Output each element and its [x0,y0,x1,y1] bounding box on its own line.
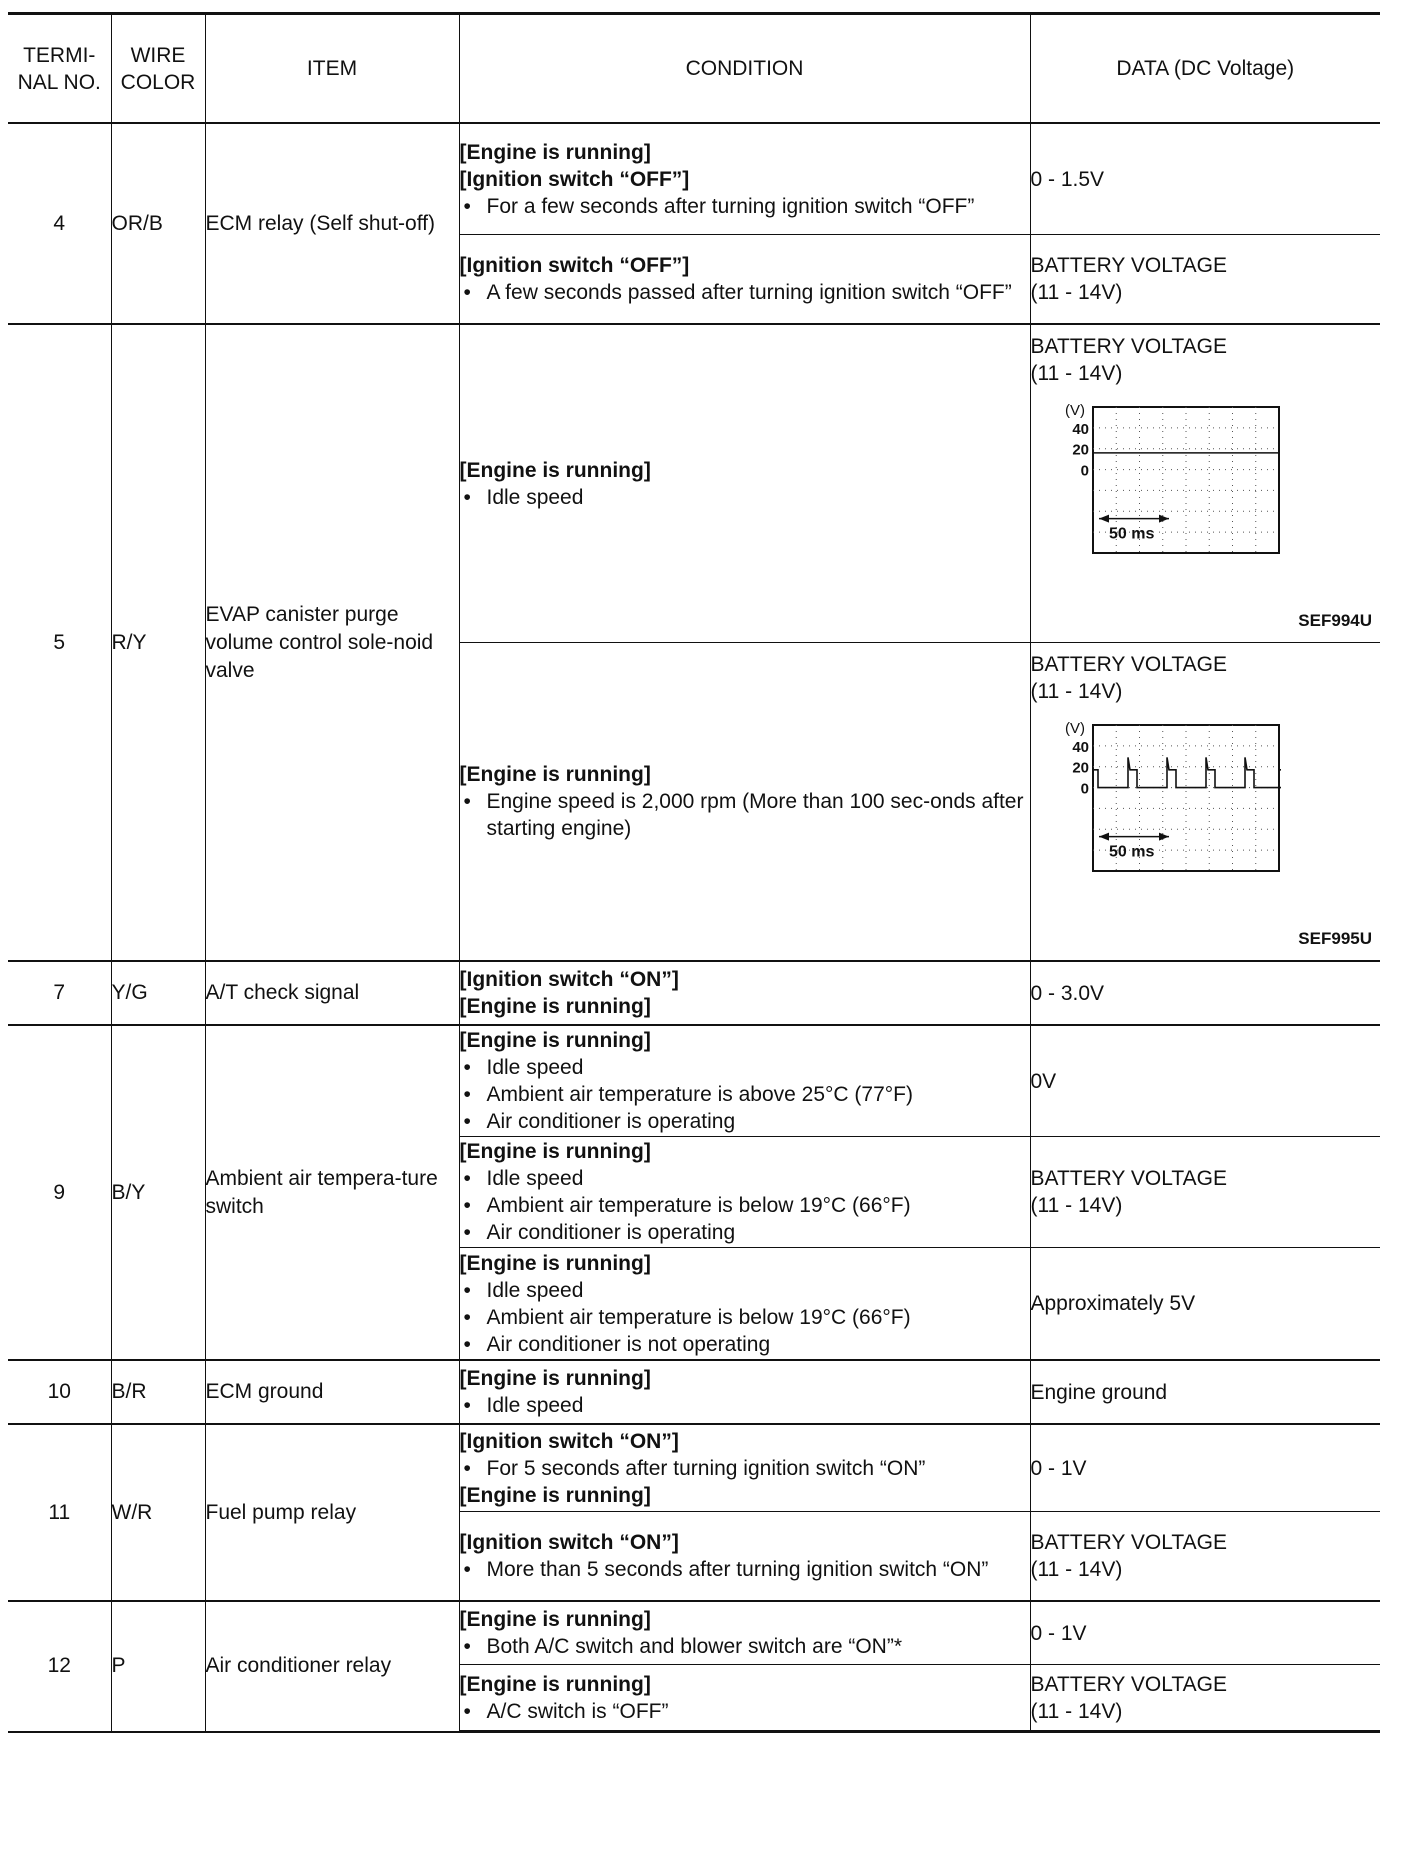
table-row [8,324,1380,643]
condition-cell [459,1601,1030,1665]
condition-list [460,1054,1030,1135]
waveform-svg [1031,711,1281,891]
condition-cell [459,123,1030,235]
item-name: Air conditioner relay [205,1601,459,1732]
data-value: 0 - 1V [1030,1621,1087,1645]
item-name: Ambient air tempera-ture switch [205,1025,459,1360]
condition-bullet: • Engine speed is 2,000 rpm (More than 100 sec-onds after starting engine) [460,788,1030,842]
condition-heading: [Engine is running] [459,1140,651,1163]
data-cell [1030,1512,1380,1602]
header-item: ITEM [205,14,459,124]
data-value: BATTERY VOLTAGE (11 - 14V) [1030,1167,1227,1217]
terminal-number: 10 [8,1360,111,1424]
condition-bullet: • Idle speed [460,1392,1030,1419]
condition-heading: [Engine is running] [459,1251,651,1275]
terminal-number: 5 [8,324,111,961]
condition-list [460,484,1030,511]
condition-bullet: • Air conditioner is operating [460,1219,1030,1246]
item-name: EVAP canister purge volume control sole-noid valve [205,324,459,961]
data-value: BATTERY VOLTAGE (11 - 14V) [1030,1531,1227,1581]
time-marker-arrow-right [1159,833,1169,841]
condition-heading: [Engine is running] [459,1029,651,1052]
data-value: BATTERY VOLTAGE (11 - 14V) [1030,254,1227,304]
condition-bullet: • Idle speed [460,1277,1030,1304]
data-cell [1030,324,1380,643]
condition-bullet: • Air conditioner is operating [460,1108,1030,1135]
terminal-number: 9 [8,1025,111,1360]
data-cell [1030,643,1380,962]
condition-cell [459,1360,1030,1424]
condition-list [460,1698,1030,1725]
condition-heading: [Ignition switch “OFF”] [459,167,690,191]
time-scale-label: 50 ms [1108,525,1154,543]
wire-color: W/R [111,1424,205,1601]
waveform-tick-label: 0 [1080,780,1089,798]
figure-code: SEF995U [1298,929,1372,948]
table-row [8,1601,1380,1665]
data-cell [1030,1248,1380,1361]
data-cell [1030,961,1380,1025]
data-cell [1030,235,1380,325]
table-row [8,1025,1380,1137]
header-row [8,14,1380,124]
condition-list [460,279,1030,306]
waveform-tick-label: 40 [1071,738,1089,756]
header-terminal: TERMI-NAL NO. [8,14,111,124]
wire-color: R/Y [111,324,205,961]
waveform-svg [1031,393,1281,573]
data-value: 0 - 3.0V [1030,981,1105,1005]
data-value: Approximately 5V [1030,1292,1196,1315]
terminal-number: 12 [8,1601,111,1732]
header-data: DATA (DC Voltage) [1030,14,1380,124]
condition-cell [459,961,1030,1025]
terminal-number: 7 [8,961,111,1025]
table-row [8,961,1380,1025]
data-cell [1030,1137,1380,1248]
waveform-tick-label: 0 [1080,462,1089,480]
condition-bullet: • Idle speed [460,1054,1030,1081]
wire-color: OR/B [111,123,205,324]
condition-list [460,1633,1030,1660]
terminal-number: 11 [8,1424,111,1601]
condition-bullet: • Ambient air temperature is below 19°C (66°F) [460,1192,1030,1219]
condition-heading: [Ignition switch “ON”] [459,1429,679,1453]
condition-cell [459,643,1030,962]
condition-list [460,1165,1030,1246]
time-marker-arrow-left [1099,515,1109,523]
condition-cell [459,1137,1030,1248]
data-value: BATTERY VOLTAGE (11 - 14V) [1030,335,1227,385]
condition-cell [459,1025,1030,1137]
header-wire-color: WIRE COLOR [111,14,205,124]
time-marker-arrow-left [1099,833,1109,841]
condition-heading: [Engine is running] [459,1367,651,1390]
data-value: Engine ground [1030,1380,1168,1404]
condition-list [460,1392,1030,1419]
data-cell [1030,1424,1380,1512]
condition-heading: [Engine is running] [459,1483,651,1507]
condition-heading: [Engine is running] [459,458,651,482]
figure-code: SEF994U [1298,611,1372,630]
wire-color: P [111,1601,205,1732]
condition-cell [459,1512,1030,1602]
data-value: 0 - 1.5V [1030,167,1105,191]
table-row [8,123,1380,235]
data-cell [1030,1025,1380,1137]
condition-bullet: • Ambient air temperature is above 25°C (77°F) [460,1081,1030,1108]
item-name: A/T check signal [205,961,459,1025]
condition-list [460,193,1030,220]
data-cell [1030,1665,1380,1732]
condition-list [460,1556,1030,1583]
condition-cell [459,235,1030,325]
item-name: ECM ground [205,1360,459,1424]
data-value: BATTERY VOLTAGE (11 - 14V) [1030,653,1227,703]
condition-bullet: • Both A/C switch and blower switch are “ON”* [460,1633,1030,1660]
waveform-trace [1093,757,1281,787]
condition-cell [459,1665,1030,1732]
table-body [8,123,1380,1732]
wire-color: Y/G [111,961,205,1025]
data-cell [1030,1360,1380,1424]
wire-color: B/R [111,1360,205,1424]
condition-heading: [Ignition switch “ON”] [459,968,679,991]
condition-heading: [Ignition switch “OFF”] [459,254,690,277]
waveform-tick-label: 20 [1071,441,1089,459]
condition-bullet: • Ambient air temperature is below 19°C (66°F) [460,1304,1030,1331]
waveform-figure [1031,387,1381,642]
condition-list [460,1277,1030,1358]
data-value: 0 - 1V [1030,1456,1087,1480]
condition-heading: [Engine is running] [459,140,651,164]
data-value: BATTERY VOLTAGE (11 - 14V) [1030,1672,1227,1723]
condition-cell [459,1248,1030,1361]
ecm-terminal-table [8,12,1380,1733]
condition-heading: [Engine is running] [459,1672,651,1696]
wire-color: B/Y [111,1025,205,1360]
condition-heading: [Engine is running] [459,995,651,1018]
waveform-unit-label: (V) [1064,720,1085,737]
condition-list [460,1455,1030,1482]
header-condition: CONDITION [459,14,1030,124]
waveform-unit-label: (V) [1064,402,1085,419]
data-cell [1030,1601,1380,1665]
condition-bullet: • A/C switch is “OFF” [460,1698,1030,1725]
condition-list [460,788,1030,842]
condition-bullet: • For a few seconds after turning ignition switch “OFF” [460,193,1030,220]
item-name: Fuel pump relay [205,1424,459,1601]
condition-bullet: • Air conditioner is not operating [460,1331,1030,1358]
waveform-figure [1031,705,1381,960]
waveform-tick-label: 40 [1071,420,1089,438]
item-name: ECM relay (Self shut-off) [205,123,459,324]
data-cell [1030,123,1380,235]
condition-bullet: • For 5 seconds after turning ignition switch “ON” [460,1455,1030,1482]
condition-cell [459,324,1030,643]
table-row [8,1360,1380,1424]
waveform-tick-label: 20 [1071,759,1089,777]
condition-cell [459,1424,1030,1512]
terminal-number: 4 [8,123,111,324]
data-value: 0V [1030,1069,1057,1093]
time-scale-label: 50 ms [1108,843,1154,861]
condition-bullet: • More than 5 seconds after turning ignition switch “ON” [460,1556,1030,1583]
time-marker-arrow-right [1159,515,1169,523]
condition-bullet: • A few seconds passed after turning ignition switch “OFF” [460,279,1030,306]
condition-heading: [Engine is running] [459,763,651,786]
table-row [8,1424,1380,1512]
condition-bullet: • Idle speed [460,1165,1030,1192]
condition-heading: [Ignition switch “ON”] [459,1531,679,1554]
condition-heading: [Engine is running] [459,1608,651,1631]
condition-bullet: • Idle speed [460,484,1030,511]
